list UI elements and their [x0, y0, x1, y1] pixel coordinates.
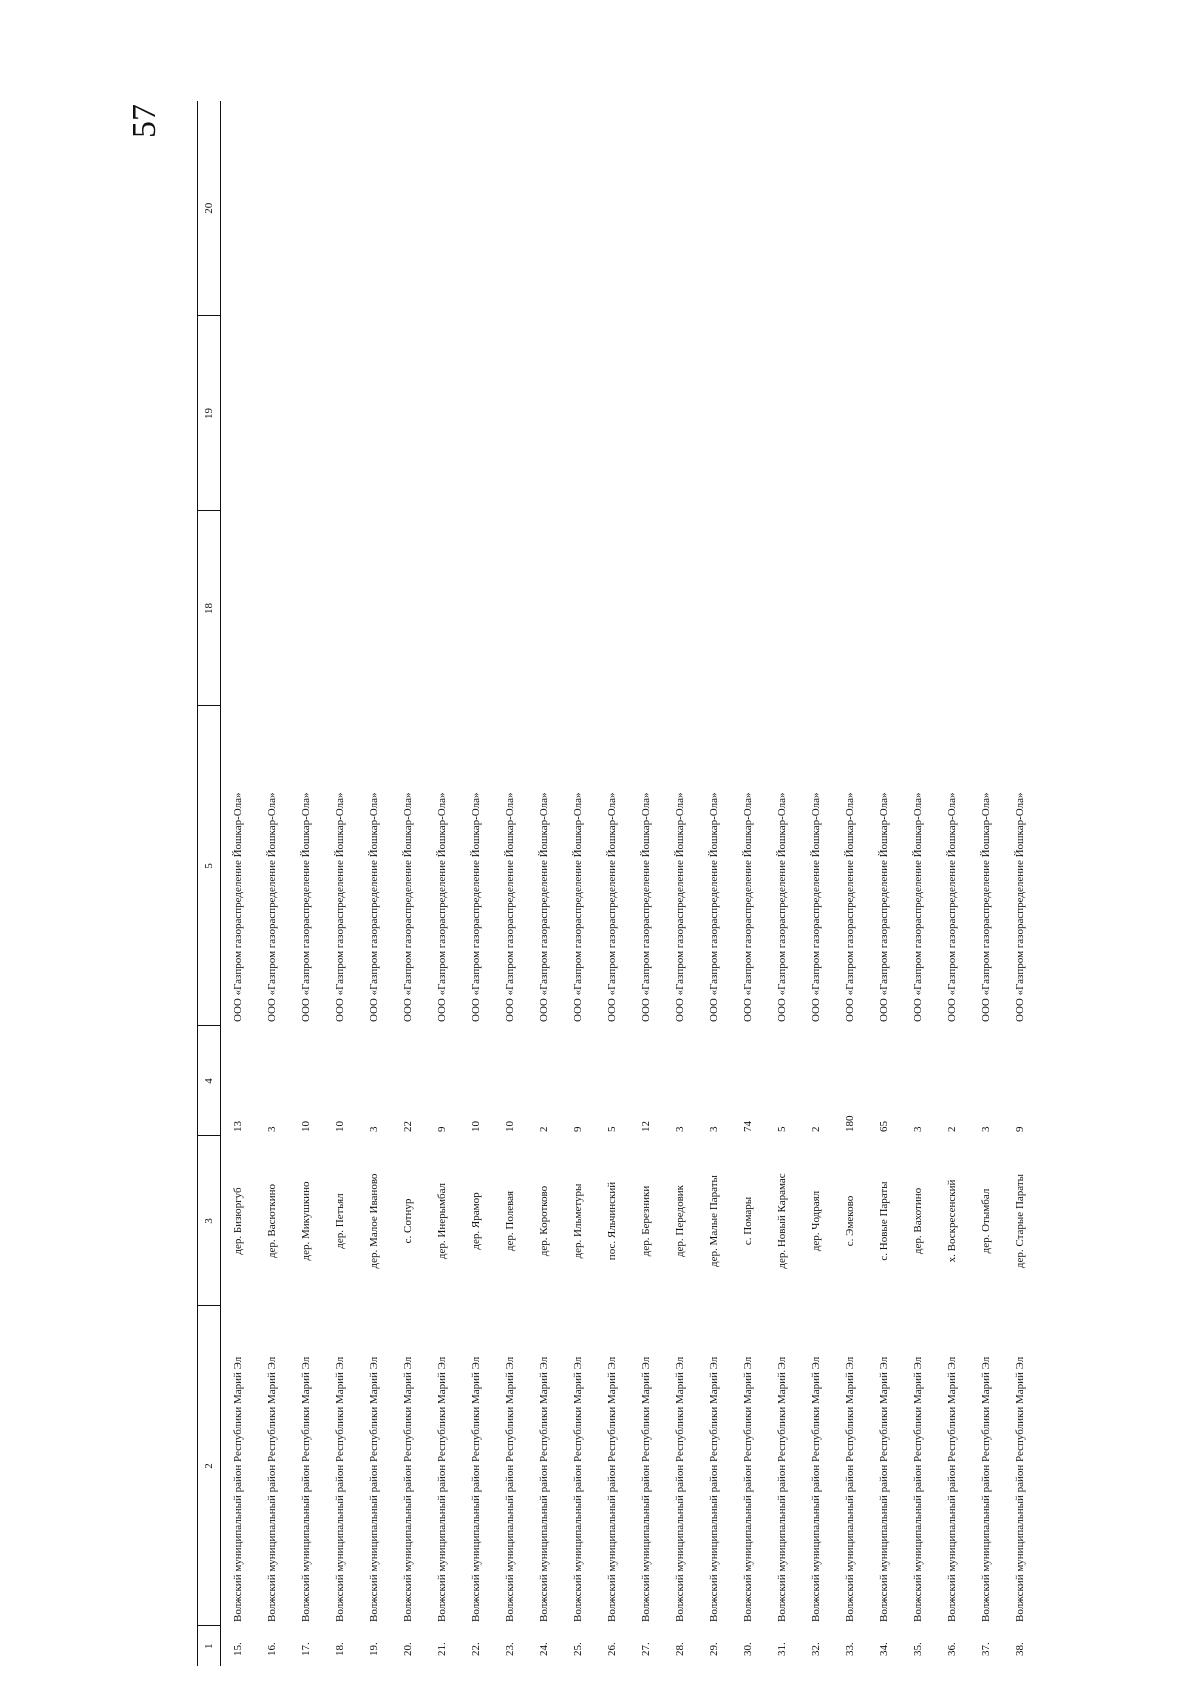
table-row [221, 101, 256, 1666]
locality-cell: дер. Передовик [673, 1184, 686, 1258]
table-row [833, 101, 867, 1666]
page-number: 57 [126, 104, 163, 138]
organization-cell: ООО «Газпром газораспределение Йошкар-Ола» [979, 792, 992, 1022]
column-19-cell [833, 316, 867, 511]
locality-cell: дер. Коротково [537, 1185, 550, 1257]
quantity-cell: 9 [1013, 1126, 1026, 1132]
table-row [323, 101, 357, 1666]
quantity-cell: 5 [605, 1126, 618, 1132]
column-19-cell [969, 316, 1003, 511]
organization-cell: ООО «Газпром газораспределение Йошкар-Ола» [707, 792, 720, 1022]
organization-cell: ООО «Газпром газораспределение Йошкар-Ола» [231, 792, 244, 1022]
locality-cell: с. Сотнур [401, 1198, 414, 1244]
organization-cell: ООО «Газпром газораспределение Йошкар-Ола» [945, 792, 958, 1022]
locality-cell: пос. Яльчинский [605, 1181, 618, 1261]
column-18-cell [731, 511, 765, 706]
district-cell: Волжский муниципальный район Республики Марий Эл [945, 1356, 958, 1622]
quantity-cell: 9 [435, 1126, 448, 1132]
district-cell: Волжский муниципальный район Республики Марий Эл [775, 1356, 788, 1622]
column-19-cell [391, 316, 425, 511]
column-20-cell [459, 101, 493, 316]
organization-cell: ООО «Газпром газораспределение Йошкар-Ола» [1013, 792, 1026, 1022]
locality-cell: дер. Микушкино [299, 1181, 312, 1261]
row-number: 34. [877, 1642, 890, 1656]
organization-cell: ООО «Газпром газораспределение Йошкар-Ола» [469, 792, 482, 1022]
column-18-cell [969, 511, 1003, 706]
district-cell: Волжский муниципальный район Республики Марий Эл [1013, 1356, 1026, 1622]
district-cell: Волжский муниципальный район Республики Марий Эл [979, 1356, 992, 1622]
table-row [289, 101, 323, 1666]
locality-cell: дер. Березники [639, 1185, 652, 1257]
table-row [799, 101, 833, 1666]
column-19-cell [561, 316, 595, 511]
organization-cell: ООО «Газпром газораспределение Йошкар-Ола» [503, 792, 516, 1022]
column-18-cell [323, 511, 357, 706]
organization-cell: ООО «Газпром газораспределение Йошкар-Ола» [741, 792, 754, 1022]
row-number: 15. [231, 1642, 244, 1656]
column-18-cell [901, 511, 935, 706]
column-19-cell [493, 316, 527, 511]
row-number: 18. [333, 1642, 346, 1656]
column-18-cell [289, 511, 323, 706]
column-18-cell [221, 511, 256, 706]
district-cell: Волжский муниципальный район Республики Марий Эл [809, 1356, 822, 1622]
district-cell: Волжский муниципальный район Республики Марий Эл [401, 1356, 414, 1622]
locality-cell: дер. Чодраял [809, 1190, 822, 1252]
district-cell: Волжский муниципальный район Республики Марий Эл [367, 1356, 380, 1622]
row-number: 31. [775, 1642, 788, 1656]
column-18-cell [629, 511, 663, 706]
quantity-cell: 12 [639, 1121, 652, 1132]
column-20-cell [323, 101, 357, 316]
column-20-cell [935, 101, 969, 316]
quantity-cell: 10 [503, 1121, 516, 1132]
column-20-cell [969, 101, 1003, 316]
column-20-cell [731, 101, 765, 316]
column-header: 3 [198, 1136, 221, 1306]
column-20-cell [561, 101, 595, 316]
column-18-cell [459, 511, 493, 706]
district-cell: Волжский муниципальный район Республики Марий Эл [231, 1356, 244, 1622]
locality-cell: с. Помары [741, 1196, 754, 1246]
row-number: 22. [469, 1642, 482, 1656]
quantity-cell: 10 [299, 1121, 312, 1132]
organization-cell: ООО «Газпром газораспределение Йошкар-Ола» [877, 792, 890, 1022]
column-19-cell [425, 316, 459, 511]
column-18-cell [833, 511, 867, 706]
organization-cell: ООО «Газпром газораспределение Йошкар-Ола» [265, 792, 278, 1022]
table-row [969, 101, 1003, 1666]
quantity-cell: 3 [265, 1126, 278, 1132]
column-18-cell [765, 511, 799, 706]
row-number: 35. [911, 1642, 924, 1656]
row-number: 37. [979, 1642, 992, 1656]
column-19-cell [289, 316, 323, 511]
column-19-cell [867, 316, 901, 511]
column-19-cell [731, 316, 765, 511]
column-20-cell [289, 101, 323, 316]
column-20-cell [867, 101, 901, 316]
locality-cell: дер. Петъял [333, 1193, 346, 1249]
locality-cell: дер. Малые Параты [707, 1175, 720, 1267]
column-19-cell [221, 316, 256, 511]
quantity-cell: 3 [367, 1126, 380, 1132]
quantity-cell: 9 [571, 1126, 584, 1132]
table-row [731, 101, 765, 1666]
organization-cell: ООО «Газпром газораспределение Йошкар-Ола» [843, 792, 856, 1022]
district-cell: Волжский муниципальный район Республики Марий Эл [639, 1356, 652, 1622]
organization-cell: ООО «Газпром газораспределение Йошкар-Ола» [401, 792, 414, 1022]
district-cell: Волжский муниципальный район Республики Марий Эл [299, 1356, 312, 1622]
column-20-cell [493, 101, 527, 316]
column-header: 19 [198, 316, 221, 511]
district-cell: Волжский муниципальный район Республики Марий Эл [503, 1356, 516, 1622]
table-row [765, 101, 799, 1666]
district-cell: Волжский муниципальный район Республики Марий Эл [741, 1356, 754, 1622]
row-number: 32. [809, 1642, 822, 1656]
table-row [357, 101, 391, 1666]
table-row [425, 101, 459, 1666]
gasification-table-rotated [197, 101, 1026, 1666]
column-header: 20 [198, 101, 221, 316]
column-19-cell [629, 316, 663, 511]
locality-cell: дер. Старые Параты [1013, 1173, 1026, 1269]
district-cell: Волжский муниципальный район Республики Марий Эл [469, 1356, 482, 1622]
table-row [663, 101, 697, 1666]
column-20-cell [221, 101, 256, 316]
quantity-cell: 3 [707, 1126, 720, 1132]
quantity-cell: 5 [775, 1126, 788, 1132]
district-cell: Волжский муниципальный район Республики Марий Эл [877, 1356, 890, 1622]
locality-cell: с. Эмеково [843, 1195, 856, 1247]
row-number: 24. [537, 1642, 550, 1656]
table-row [595, 101, 629, 1666]
quantity-cell: 13 [231, 1121, 244, 1132]
column-18-cell [527, 511, 561, 706]
district-cell: Волжский муниципальный район Республики Марий Эл [911, 1356, 924, 1622]
quantity-cell: 2 [945, 1126, 958, 1132]
column-20-cell [1003, 101, 1037, 316]
quantity-cell: 180 [843, 1115, 856, 1132]
district-cell: Волжский муниципальный район Республики Марий Эл [333, 1356, 346, 1622]
table-header-row [198, 101, 221, 1666]
quantity-cell: 3 [911, 1126, 924, 1132]
district-cell: Волжский муниципальный район Республики Марий Эл [843, 1356, 856, 1622]
column-19-cell [527, 316, 561, 511]
table-row [391, 101, 425, 1666]
column-18-cell [357, 511, 391, 706]
column-20-cell [357, 101, 391, 316]
column-20-cell [629, 101, 663, 316]
row-number: 33. [843, 1642, 856, 1656]
column-19-cell [663, 316, 697, 511]
table-row [561, 101, 595, 1666]
column-18-cell [425, 511, 459, 706]
locality-cell: дер. Васюткино [265, 1183, 278, 1259]
column-19-cell [595, 316, 629, 511]
column-20-cell [765, 101, 799, 316]
column-19-cell [697, 316, 731, 511]
row-number: 27. [639, 1642, 652, 1656]
district-cell: Волжский муниципальный район Республики Марий Эл [537, 1356, 550, 1622]
locality-cell: дер. Ильметуры [571, 1183, 584, 1259]
locality-cell: дер. Новый Карамас [775, 1173, 788, 1269]
organization-cell: ООО «Газпром газораспределение Йошкар-Ола» [639, 792, 652, 1022]
quantity-cell: 65 [877, 1121, 890, 1132]
column-19-cell [765, 316, 799, 511]
row-number: 21. [435, 1642, 448, 1656]
column-18-cell [561, 511, 595, 706]
column-19-cell [1003, 316, 1037, 511]
row-number: 23. [503, 1642, 516, 1656]
quantity-cell: 2 [537, 1126, 550, 1132]
organization-cell: ООО «Газпром газораспределение Йошкар-Ола» [333, 792, 346, 1022]
organization-cell: ООО «Газпром газораспределение Йошкар-Ола» [809, 792, 822, 1022]
quantity-cell: 10 [469, 1121, 482, 1132]
row-number: 16. [265, 1642, 278, 1656]
locality-cell: х. Воскресенский [945, 1179, 958, 1263]
quantity-cell: 2 [809, 1126, 822, 1132]
column-18-cell [255, 511, 289, 706]
organization-cell: ООО «Газпром газораспределение Йошкар-Ола» [299, 792, 312, 1022]
quantity-cell: 10 [333, 1121, 346, 1132]
column-20-cell [901, 101, 935, 316]
locality-cell: дер. Бизюргуб [231, 1187, 244, 1255]
row-number: 25. [571, 1642, 584, 1656]
table-row [901, 101, 935, 1666]
district-cell: Волжский муниципальный район Республики Марий Эл [265, 1356, 278, 1622]
column-20-cell [697, 101, 731, 316]
table-row [867, 101, 901, 1666]
district-cell: Волжский муниципальный район Республики Марий Эл [435, 1356, 448, 1622]
column-20-cell [255, 101, 289, 316]
row-number: 36. [945, 1642, 958, 1656]
column-header: 5 [198, 706, 221, 1026]
quantity-cell: 74 [741, 1121, 754, 1132]
organization-cell: ООО «Газпром газораспределение Йошкар-Ола» [775, 792, 788, 1022]
locality-cell: дер. Ярамор [469, 1192, 482, 1250]
table-row [459, 101, 493, 1666]
column-18-cell [663, 511, 697, 706]
column-19-cell [459, 316, 493, 511]
organization-cell: ООО «Газпром газораспределение Йошкар-Ола» [537, 792, 550, 1022]
table-row [629, 101, 663, 1666]
column-header: 2 [198, 1306, 221, 1626]
row-number: 29. [707, 1642, 720, 1656]
column-18-cell [1003, 511, 1037, 706]
column-20-cell [833, 101, 867, 316]
organization-cell: ООО «Газпром газораспределение Йошкар-Ола» [673, 792, 686, 1022]
column-19-cell [255, 316, 289, 511]
locality-cell: дер. Полевая [503, 1190, 516, 1252]
organization-cell: ООО «Газпром газораспределение Йошкар-Ола» [911, 792, 924, 1022]
quantity-cell: 3 [979, 1126, 992, 1132]
column-header: 18 [198, 511, 221, 706]
locality-cell: дер. Инерымбал [435, 1182, 448, 1260]
column-19-cell [323, 316, 357, 511]
district-cell: Волжский муниципальный район Республики Марий Эл [707, 1356, 720, 1622]
column-18-cell [391, 511, 425, 706]
organization-cell: ООО «Газпром газораспределение Йошкар-Ола» [435, 792, 448, 1022]
locality-cell: дер. Малое Иваново [367, 1173, 380, 1269]
column-20-cell [425, 101, 459, 316]
table-row [697, 101, 731, 1666]
quantity-cell: 3 [673, 1126, 686, 1132]
column-20-cell [663, 101, 697, 316]
column-20-cell [595, 101, 629, 316]
row-number: 26. [605, 1642, 618, 1656]
table-row [493, 101, 527, 1666]
column-18-cell [867, 511, 901, 706]
district-cell: Волжский муниципальный район Республики Марий Эл [605, 1356, 618, 1622]
column-header: 1 [198, 1626, 221, 1666]
row-number: 38. [1013, 1642, 1026, 1656]
column-20-cell [527, 101, 561, 316]
column-header: 4 [198, 1026, 221, 1136]
column-18-cell [595, 511, 629, 706]
column-20-cell [391, 101, 425, 316]
table-row [255, 101, 289, 1666]
district-cell: Волжский муниципальный район Республики Марий Эл [571, 1356, 584, 1622]
district-cell: Волжский муниципальный район Республики Марий Эл [673, 1356, 686, 1622]
table-row [935, 101, 969, 1666]
column-19-cell [799, 316, 833, 511]
organization-cell: ООО «Газпром газораспределение Йошкар-Ола» [367, 792, 380, 1022]
table-row [527, 101, 561, 1666]
column-18-cell [493, 511, 527, 706]
column-19-cell [901, 316, 935, 511]
column-20-cell [799, 101, 833, 316]
organization-cell: ООО «Газпром газораспределение Йошкар-Ола» [605, 792, 618, 1022]
column-19-cell [357, 316, 391, 511]
table-body [221, 101, 1038, 1666]
locality-cell: дер. Вахотино [911, 1187, 924, 1255]
column-18-cell [697, 511, 731, 706]
quantity-cell: 22 [401, 1121, 414, 1132]
locality-cell: с. Новые Параты [877, 1181, 890, 1261]
row-number: 19. [367, 1642, 380, 1656]
row-number: 20. [401, 1642, 414, 1656]
locality-cell: дер. Отымбал [979, 1188, 992, 1254]
organization-cell: ООО «Газпром газораспределение Йошкар-Ола» [571, 792, 584, 1022]
row-number: 17. [299, 1642, 312, 1656]
column-18-cell [799, 511, 833, 706]
column-18-cell [935, 511, 969, 706]
gasification-table [197, 101, 1037, 1666]
row-number: 28. [673, 1642, 686, 1656]
table-row [1003, 101, 1037, 1666]
row-number: 30. [741, 1642, 754, 1656]
column-19-cell [935, 316, 969, 511]
